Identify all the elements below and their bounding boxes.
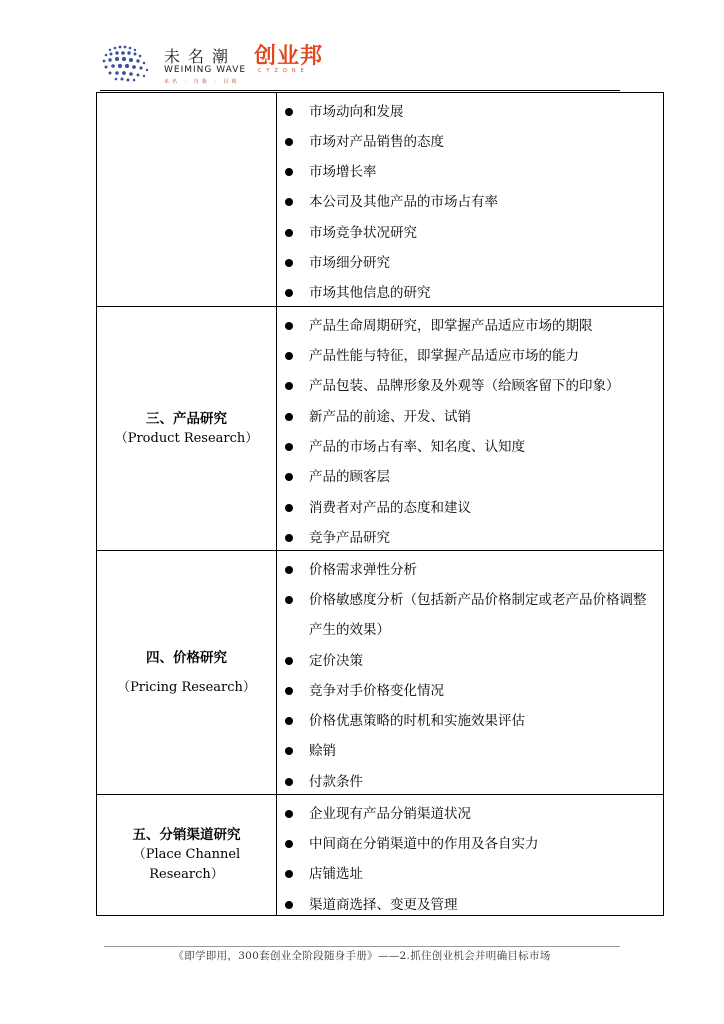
logo-english-name: WEIMING WAVE [164,65,247,75]
table-row [97,794,663,915]
section-items-cell [277,307,663,550]
cyzone-logo-english: CYZONE [258,68,309,74]
logo-tagline: 未名 · 自我 · 目视 [164,79,240,85]
list-item-text: 付款条件 [309,774,363,790]
bullet-icon [285,259,293,267]
list-item-text: 中间商在分销渠道中的作用及各自实力 [309,836,539,852]
list-item-text: 产品包装、品牌形象及外观等（给顾客留下的印象） [309,378,620,394]
list-item-text: 企业现有产品分销渠道状况 [309,806,471,822]
list-item-text: 消费者对产品的态度和建议 [309,500,471,516]
bullet-icon [285,322,293,330]
bullet-icon [285,810,293,818]
list-item-text: 产品的市场占有率、知名度、认知度 [309,439,525,455]
bullet-icon [285,289,293,297]
research-table [96,92,664,916]
page-footer: 《即学即用，300套创业全阶段随身手册》——2.抓住创业机会并明确目标市场 [173,950,551,962]
bullet-icon [285,747,293,755]
bullet-icon [285,870,293,878]
bullet-icon [285,443,293,451]
cyzone-logo-chinese: 创业邦 [254,44,324,69]
bullet-icon [285,687,293,695]
table-row [97,93,663,306]
bullet-icon [285,108,293,116]
bullet-icon [285,534,293,542]
bullet-icon [285,778,293,786]
bullet-icon [285,229,293,237]
bullet-icon [285,657,293,665]
bullet-icon [285,413,293,421]
section-items-cell [277,795,663,915]
list-item-text: 产品性能与特征，即掌握产品适应市场的能力 [309,348,579,364]
list-item-text: 渠道商选择、变更及管理 [309,897,458,913]
list-item-text: 新产品的前途、开发、试销 [309,409,471,425]
section-subtitle: （Place Channel Research） [132,847,241,882]
bullet-icon [285,504,293,512]
bullet-icon [285,382,293,390]
list-item-text: 产品的顾客层 [309,469,390,485]
bullet-icon [285,473,293,481]
list-item-text: 价格需求弹性分析 [309,562,417,578]
logo-chinese-name: 未名潮 [164,47,237,66]
list-item-text: 产品生命周期研究，即掌握产品适应市场的期限 [309,318,593,334]
list-item-text: 市场细分研究 [309,255,390,271]
bullet-icon [285,717,293,725]
list-item-text: 本公司及其他产品的市场占有率 [309,194,498,210]
globe-logo-icon [100,42,156,84]
section-label-cell [97,551,277,794]
list-item-text: 店铺选址 [309,866,363,882]
section-label-cell [97,93,277,306]
page-header [100,38,620,92]
bullet-icon [285,138,293,146]
bullet-icon [285,840,293,848]
bullet-icon [285,198,293,206]
bullet-icon [285,596,293,604]
list-item-text: 市场增长率 [309,164,377,180]
list-item-text: 竞争产品研究 [309,530,390,546]
list-item-text: 价格敏感度分析（包括新产品价格制定或老产品价格调整产生的效果） [309,592,647,638]
table-row [97,306,663,550]
section-title: 三、产品研究 [146,410,227,427]
header-divider [100,90,620,91]
list-item-text: 市场其他信息的研究 [309,285,431,301]
section-subtitle: （Product Research） [114,430,259,446]
list-item-text: 价格优惠策略的时机和实施效果评估 [309,713,525,729]
section-items-cell [277,551,663,794]
section-label-cell [97,307,277,550]
bullet-icon [285,566,293,574]
list-item-text: 市场动向和发展 [309,104,404,120]
list-item-text: 竞争对手价格变化情况 [309,683,444,699]
footer-divider [104,946,620,947]
list-item-text: 赊销 [309,743,336,759]
list-item-text: 定价决策 [309,653,363,669]
section-items-cell [277,93,663,306]
bullet-icon [285,168,293,176]
list-item-text: 市场竞争状况研究 [309,225,417,241]
table-row [97,550,663,794]
bullet-icon [285,901,293,909]
section-subtitle: （Pricing Research） [117,679,256,695]
section-title: 四、价格研究 [146,649,227,666]
bullet-icon [285,352,293,360]
cyzone-logo [254,44,323,74]
section-title: 五、分销渠道研究 [132,827,241,843]
section-label-cell [97,795,277,915]
list-item-text: 市场对产品销售的态度 [309,134,444,150]
